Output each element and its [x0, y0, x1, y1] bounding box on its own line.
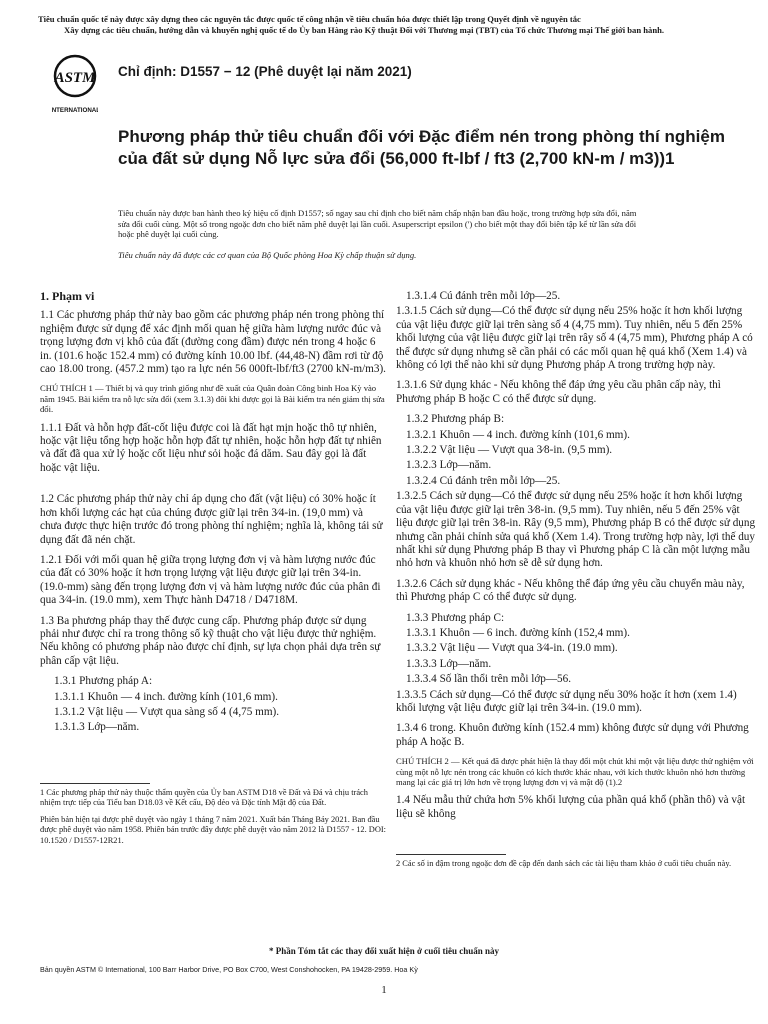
- footnote-1: 1 Các phương pháp thử này thuộc thẩm quyền của Ủy ban ASTM D18 về Đất và Đá và chịu trách nhiệm trực tiếp của Tiểu ban D18.03 về Kết cấu, Độ dẻo và Đặc tính Mật độ của Đất.: [40, 787, 368, 807]
- para-1-3-1: 1.3.1 Phương pháp A:: [54, 675, 153, 688]
- para-1-3-3: 1.3.3 Phương pháp C:: [406, 611, 505, 624]
- para-1-2: 1.2 Các phương pháp thử này chỉ áp dụng cho đất (vật liệu) có 30% hoặc ít hơn khối lượng các hạt của chúng được giữ lại trên 3⁄4-in. (19,0 mm) và chưa được thực hiện trước đó trong phòng thí nghiệm; nghĩa là, không tái sử dụng đất đã nén chặt.: [40, 493, 383, 546]
- para-1-3-1-5: 1.3.1.5 Cách sử dụng—Có thể được sử dụng nếu 25% hoặc ít hơn khối lượng của vật liệu được giữ lại trên sàng số 4 (4,75 mm). Tuy nhiên, nếu 5 đến 25% khối lượng của vật liệu được giữ lại trên rây số 4 (4,75 mm), Phương pháp A có thể được sử dụng nhưng sẽ cần phải có các mối quan hệ quá khổ (Xem 1.4) và không có lợi thế nào khi sử dụng Phương pháp A trong trường hợp này.: [396, 305, 753, 372]
- footnote-divider: [40, 783, 150, 784]
- footnote-divider-right: [396, 854, 506, 855]
- page-number: 1: [381, 984, 387, 996]
- section-heading-scope: 1. Phạm vi: [40, 289, 95, 303]
- agency-note: Tiêu chuẩn này đã được các cơ quan của Bộ Quốc phòng Hoa Kỳ chấp thuận sử dụng.: [118, 250, 417, 260]
- para-1-1: 1.1 Các phương pháp thử này bao gồm các phương pháp nén trong phòng thí nghiệm được sử dụng để xác định mối quan hệ giữa hàm lượng nước đúc và trọng lượng đơn vị khô của đất (đường cong đầm) được nén trong 4 hoặc 6 in. (101.6 hoặc 152.4 mm) có đường kính 10.00 lbf. (44,48-N) đầm rơi từ độ cao 18.00 trong. (457.2 mm) tạo ra lực nén 56 000ft-lbf/ft3 (2700 kN-m/m3).: [40, 309, 386, 376]
- designation: Chỉ định: D1557 − 12 (Phê duyệt lại năm 2021): [118, 64, 412, 79]
- para-1-3-1-1: 1.3.1.1 Khuôn — 4 inch. đường kính (101,6 mm).: [54, 690, 278, 703]
- para-1-3-1-6: 1.3.1.6 Sử dụng khác - Nếu không thể đáp ứng yêu cầu phân cấp này, thì Phương pháp B hoặc C có thể được sử dụng.: [396, 379, 721, 405]
- para-1-3: 1.3 Ba phương pháp thay thế được cung cấp. Phương pháp được sử dụng phải như được chỉ ra trong thông số kỹ thuật cho vật liệu được thử nghiệm. Nếu không có phương pháp nào được chỉ định, sự lựa chọn phải dựa trên sự phân cấp vật liệu.: [40, 614, 381, 667]
- notice-line-1: Tiêu chuẩn quốc tế này được xây dựng theo các nguyên tắc được quốc tế công nhận về tiêu chuẩn hóa được thiết lập trong Quyết định về nguyên tắc: [38, 14, 581, 24]
- astm-logo: [52, 54, 98, 116]
- note-2: CHÚ THÍCH 2 — Kết quả đã được phát hiện là thay đổi một chút khi một vật liệu được thử nghiệm với cùng một nỗ lực nén trong các khuôn có kích thước khác nhau, với kích thước khuôn nhỏ hơn thường mang lại các giá trị lớn hơn về trọng lượng đơn vị và mật độ (1).2: [396, 756, 754, 787]
- footnote-1-history: Phiên bản hiện tại được phê duyệt vào ngày 1 tháng 7 năm 2021. Xuất bản Tháng Bảy 2021. Ban đầu được phê duyệt vào năm 1958. Phiên bản trước đây được phê duyệt vào năm 2012 là D1557 - 12. DOI: 10.1520 / D1557-12R21.: [40, 815, 387, 845]
- document-title: Phương pháp thử tiêu chuẩn đối với Đặc điểm nén trong phòng thí nghiệm của đất sử dụng Nỗ lực sửa đổi (56,000 ft-lbf / ft3 (2,700 kN-m / m3))1: [118, 127, 725, 168]
- para-1-3-2-5: 1.3.2.5 Cách sử dụng—Có thể được sử dụng nếu 25% hoặc ít hơn khối lượng của vật liệu được giữ lại trên 3⁄8-in. (9,5 mm). Tuy nhiên, nếu 5 đến 25% vật liệu được giữ lại trên 3⁄8-in. Rây (9,5 mm), Phương pháp B có thể được sử dụng nhưng cần phải chỉnh sửa quá khổ (Xem 1.4). Trong trường hợp này, lợi thế duy nhất khi sử dụng Phương pháp B thay vì Phương pháp C là cần một lượng mẫu nhỏ hơn và khuôn nhỏ hơn sẽ dễ sử dụng hơn.: [396, 490, 756, 570]
- intro-paragraph: Tiêu chuẩn này được ban hành theo ký hiệu cố định D1557; số ngay sau chỉ định cho biết năm chấp nhận ban đầu hoặc, trong trường hợp sửa đổi, năm sửa đổi cuối cùng. Một số trong ngoặc đơn cho biết năm phê duyệt lại lần cuối. Asuperscript epsilon (') cho biết một thay đổi biên tập kể từ lần sửa đổi hoặc phê duyệt lại cuối cùng.: [118, 208, 637, 240]
- para-1-3-3-5: 1.3.3.5 Cách sử dụng—Có thể được sử dụng nếu 30% hoặc ít hơn (xem 1.4) khối lượng vật liệu được giữ lại trên 3⁄4-in. (19.0 mm).: [396, 688, 737, 714]
- para-1-3-4: 1.3.4 6 trong. Khuôn đường kính (152.4 mm) không được sử dụng với Phương pháp A hoặc B.: [396, 722, 749, 748]
- para-1-3-2: 1.3.2 Phương pháp B:: [406, 413, 505, 426]
- left-column: [40, 290, 386, 853]
- copyright-line: Bản quyền ASTM © International, 100 Barr Harbor Drive, PO Box C700, West Conshohocken, PA 19428-2959. Hoa Kỳ: [40, 965, 418, 974]
- para-1-4: 1.4 Nếu mẫu thử chứa hơn 5% khối lượng của phần quá khổ (phần thô) và vật liệu sẽ không: [396, 794, 746, 820]
- logo-subtext: INTERNATIONAL: [52, 107, 98, 114]
- notice-line-2: Xây dựng các tiêu chuẩn, hướng dẫn và khuyến nghị quốc tế do Ủy ban Hàng rào Kỹ thuật Đối với Thương mại (TBT) của Tổ chức Thương mại Thế giới ban hành.: [64, 25, 665, 35]
- para-1-3-2-1: 1.3.2.1 Khuôn — 4 inch. đường kính (101,6 mm).: [406, 428, 630, 441]
- note-1: CHÚ THÍCH 1 — Thiết bị và quy trình giống như đề xuất của Quân đoàn Công binh Hoa Kỳ vào năm 1945. Bài kiểm tra nỗ lực sửa đổi (xem 3.1.3) đôi khi được gọi là Bài kiểm tra nén giảm thị sửa đổi.: [40, 383, 385, 415]
- para-1-3-3-4: 1.3.3.4 Số lần thổi trên mỗi lớp—56.: [406, 673, 572, 686]
- para-1-3-2-4: 1.3.2.4 Cú đánh trên mỗi lớp—25.: [406, 474, 561, 487]
- summary-of-changes-note: * Phần Tóm tắt các thay đổi xuất hiện ở cuối tiêu chuẩn này: [268, 946, 500, 956]
- footnote-2: 2 Các số in đậm trong ngoặc đơn đề cập đến danh sách các tài liệu tham khảo ở cuối tiêu chuẩn này.: [396, 859, 732, 869]
- para-1-3-2-6: 1.3.2.6 Cách sử dụng khác - Nếu không thể đáp ứng yêu cầu chuyển màu này, thì Phương pháp C có thể được sử dụng.: [396, 577, 745, 604]
- para-1-1-1: 1.1.1 Đất và hỗn hợp đất-cốt liệu được coi là đất hạt mịn hoặc thô tự nhiên, hoặc vật liệu tổng hợp hoặc hỗn hợp đất tự nhiên, hoặc hỗn hợp đất tự nhiên và đất đã qua xử lý hoặc cốt liệu như sỏi hoặc đá dăm. Sau đây gọi là đất hoặc vật liệu.: [40, 421, 382, 474]
- para-1-3-2-2: 1.3.2.2 Vật liệu — Vượt qua 3⁄8-in. (9,5 mm).: [406, 444, 613, 457]
- para-1-3-3-2: 1.3.3.2 Vật liệu — Vượt qua 3⁄4-in. (19.0 mm).: [406, 642, 618, 655]
- para-1-3-3-3: 1.3.3.3 Lớp—năm.: [406, 657, 492, 670]
- para-1-3-2-3: 1.3.2.3 Lớp—năm.: [406, 459, 492, 472]
- para-1-3-1-2: 1.3.1.2 Vật liệu — Vượt qua sàng số 4 (4,75 mm).: [54, 705, 280, 718]
- right-column: [396, 290, 758, 876]
- para-1-2-1: 1.2.1 Đối với mối quan hệ giữa trọng lượng đơn vị và hàm lượng nước đúc của đất có 30% hoặc ít hơn trọng lượng vật liệu được giữ lại trên 3⁄4-in. (19.0-mm) sàng đến trọng lượng đơn vị và hàm lượng nước đúc của phân đi qua 3⁄4-in. (19.0 mm), xem Thực hành D4718 / D4718M.: [40, 553, 381, 607]
- para-1-3-3-1: 1.3.3.1 Khuôn — 6 inch. đường kính (152,4 mm).: [406, 626, 630, 639]
- logo-text: ASTM: [54, 70, 96, 86]
- para-1-3-1-3: 1.3.1.3 Lớp—năm.: [54, 721, 140, 734]
- standards-notice: [38, 14, 738, 36]
- para-1-3-1-4: 1.3.1.4 Cú đánh trên mỗi lớp—25.: [406, 290, 561, 302]
